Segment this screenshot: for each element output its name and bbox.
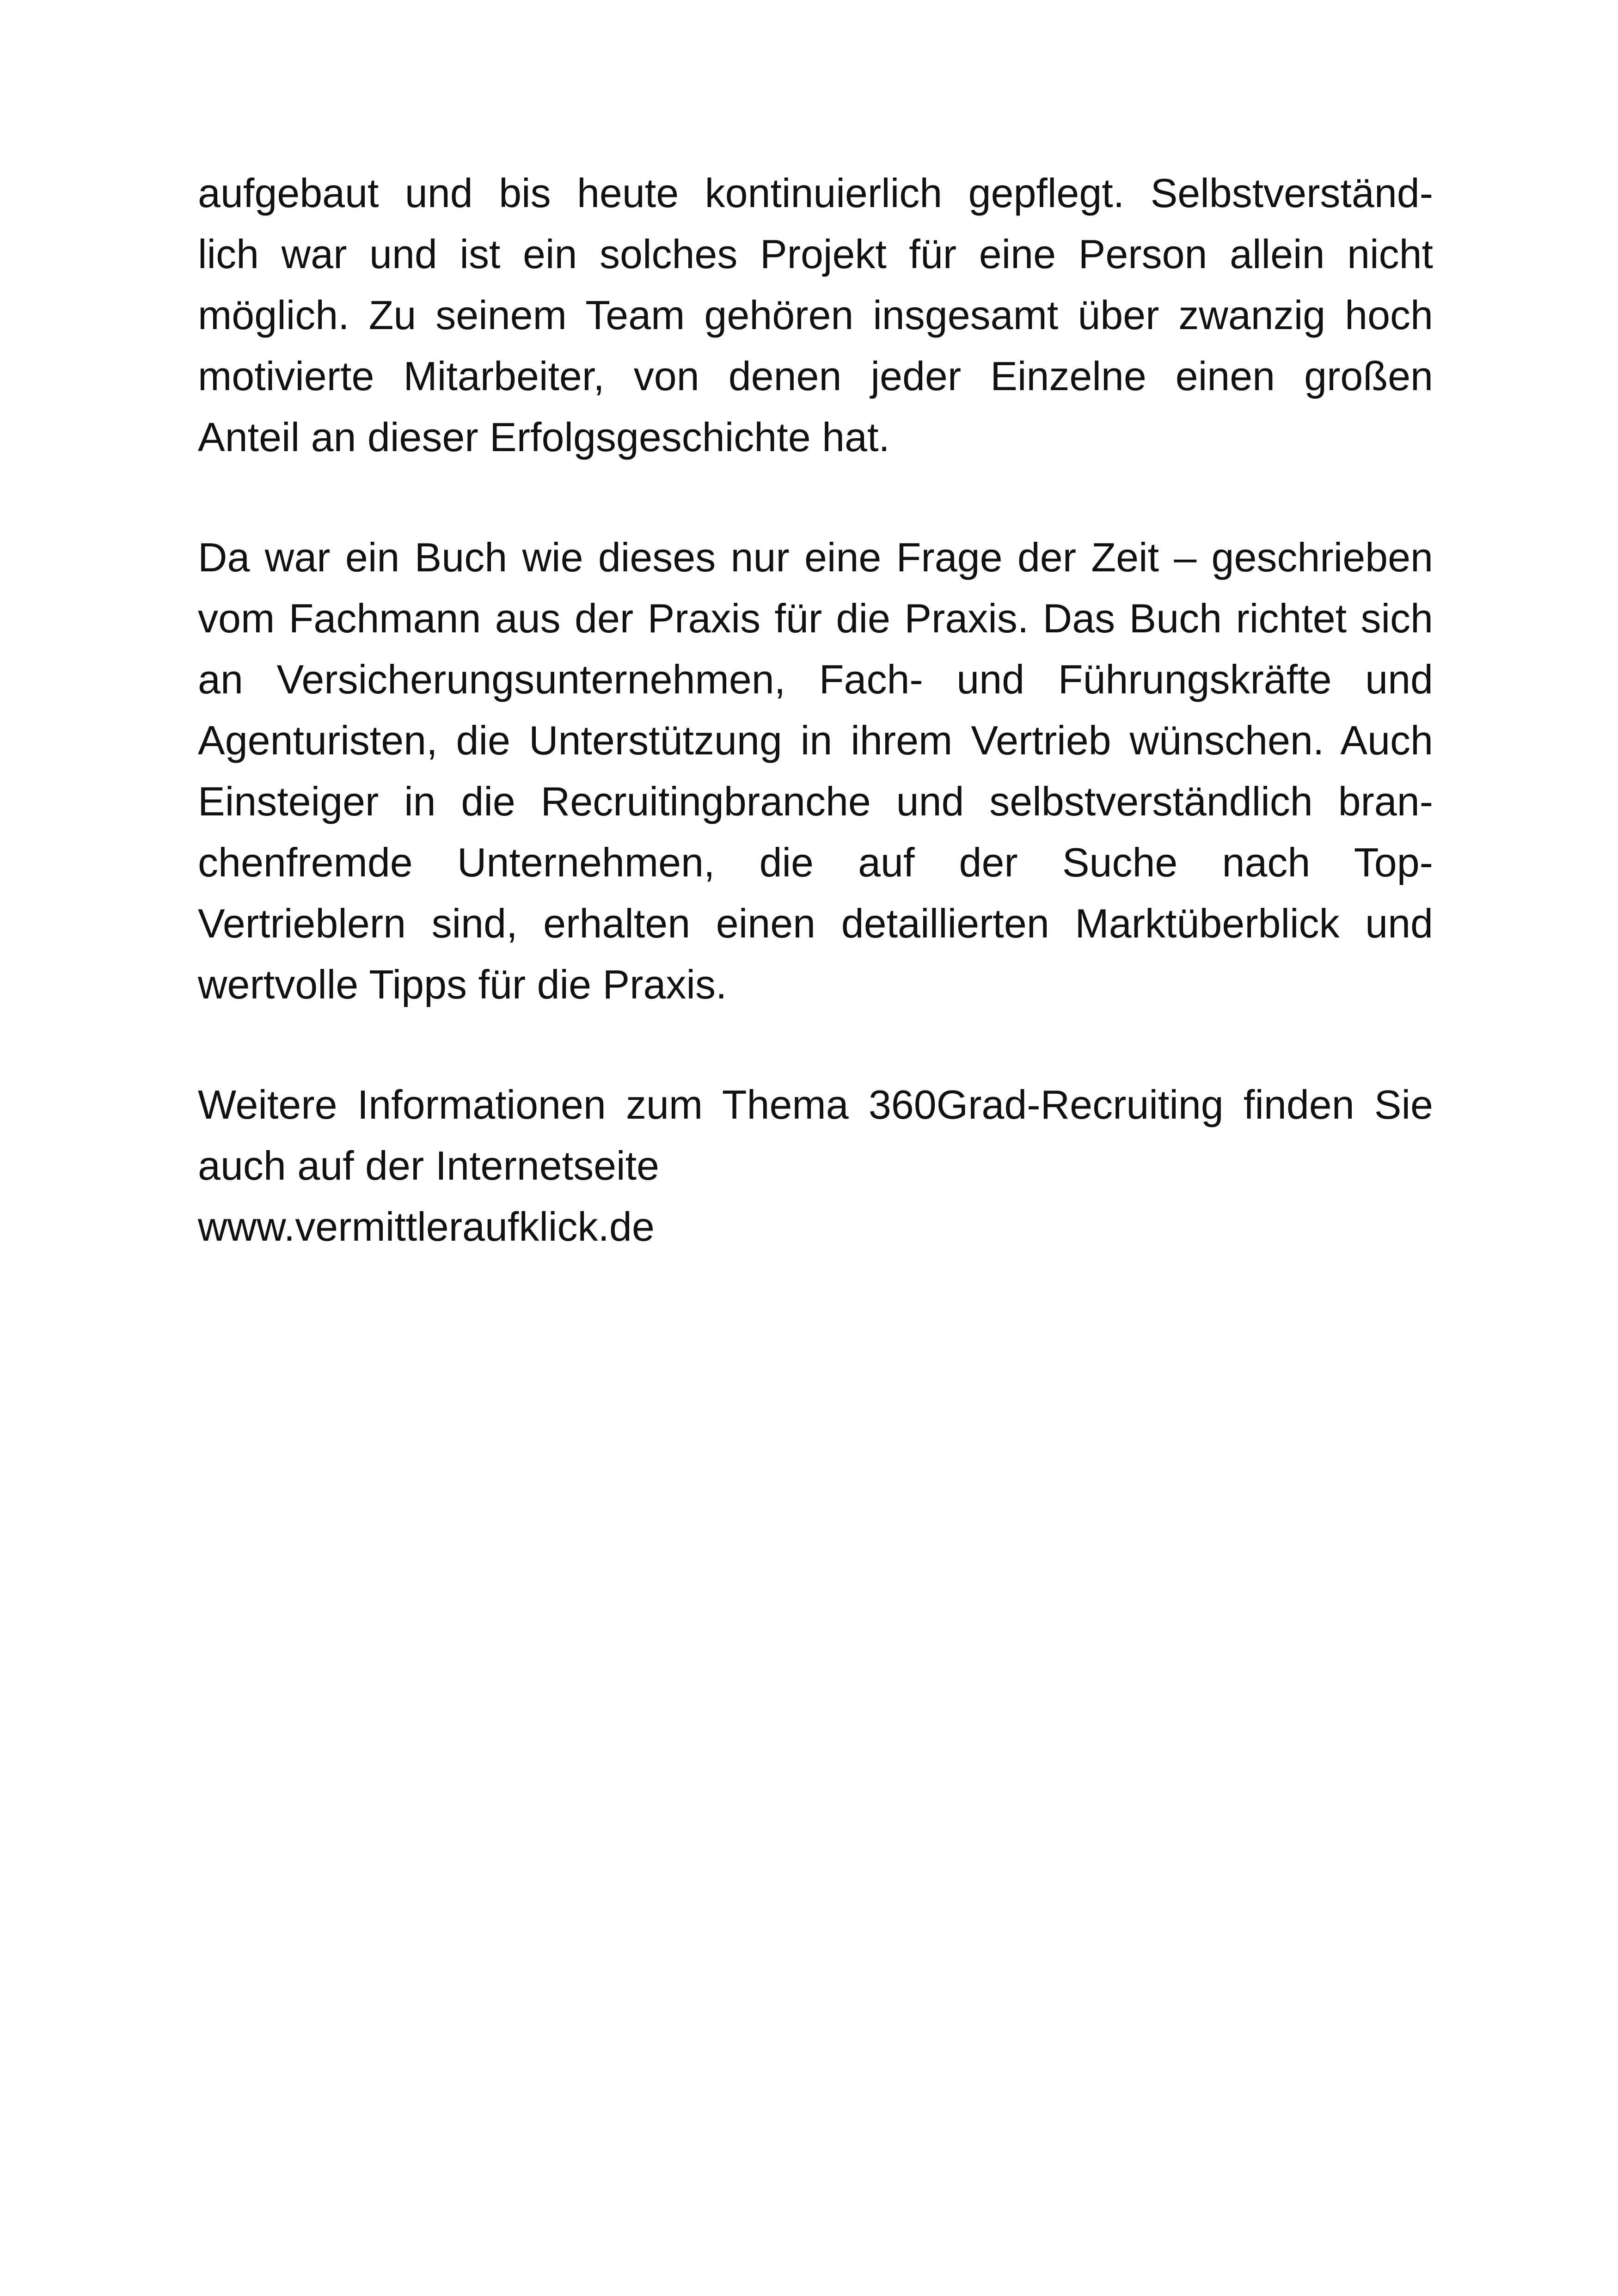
text-line: lich war und ist ein solches Projekt für eine Person allein nicht (198, 231, 1433, 277)
text-line: Einsteiger in die Recruitingbranche und selbstverständlich bran- (198, 778, 1433, 824)
paragraph-about-book (198, 527, 1433, 1015)
text-line: Anteil an dieser Erfolgsgeschichte hat. (198, 414, 890, 460)
text-line: Agenturisten, die Unterstützung in ihrem Vertrieb wünschen. Auch (198, 717, 1433, 763)
paragraph-more-info (198, 1074, 1433, 1257)
text-line: auch auf der Internetseite (198, 1143, 659, 1188)
paragraph-about-team (198, 163, 1433, 468)
text-line: an Versicherungsunternehmen, Fach- und Führungskräfte und (198, 656, 1433, 702)
text-line: möglich. Zu seinem Team gehören insgesamt über zwanzig hoch (198, 292, 1433, 338)
text-line: Weitere Informationen zum Thema 360Grad-Recruiting finden Sie (198, 1082, 1433, 1127)
text-line: vom Fachmann aus der Praxis für die Praxis. Das Buch richtet sich (198, 595, 1433, 641)
text-line: motivierte Mitarbeiter, von denen jeder Einzelne einen großen (198, 353, 1433, 399)
text-line: Vertrieblern sind, erhalten einen detaillierten Marktüberblick und (198, 900, 1433, 946)
website-url: www.vermittleraufklick.de (198, 1204, 655, 1249)
text-line: wertvolle Tipps für die Praxis. (198, 961, 727, 1007)
text-line: Da war ein Buch wie dieses nur eine Frage der Zeit – geschrieben (198, 534, 1433, 580)
text-line: aufgebaut und bis heute kontinuierlich gepflegt. Selbstverständ- (198, 170, 1433, 216)
text-line: chenfremde Unternehmen, die auf der Suche nach Top- (198, 839, 1433, 885)
